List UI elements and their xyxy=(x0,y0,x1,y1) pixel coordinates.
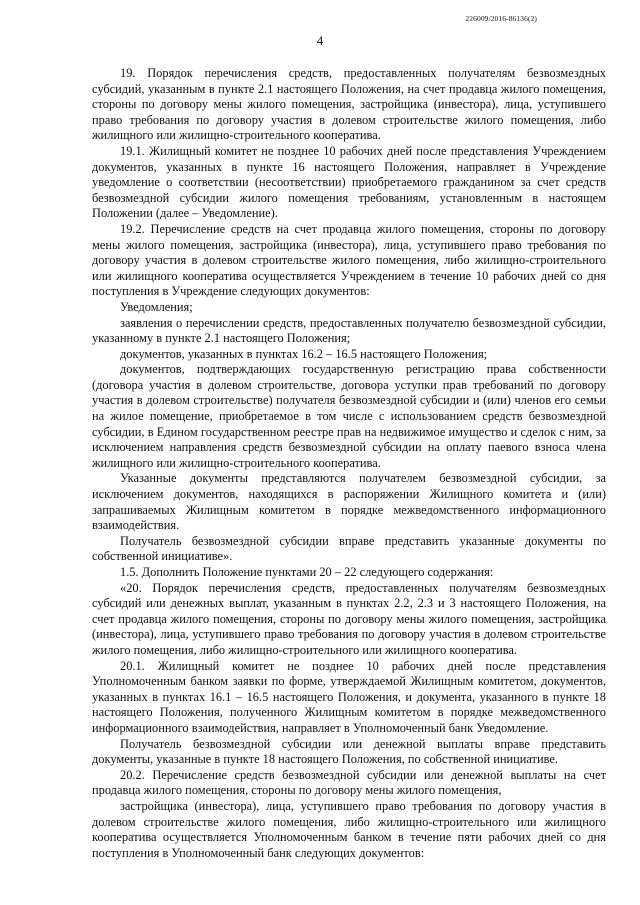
document-body xyxy=(92,66,606,861)
list-item-notification: Уведомления; xyxy=(120,299,193,314)
paragraph-20-2: 20.2. Перечисление средств безвозмездной субсидии или денежной выплаты на счет продавца жилого помещения, стороны по договору мены жилого помещения, xyxy=(92,767,606,798)
list-item-documents-16: документов, указанных в пунктах 16.2 – 16.5 настоящего Положения; xyxy=(120,346,488,361)
paragraph-1-5: 1.5. Дополнить Положение пунктами 20 – 22 следующего содержания: xyxy=(120,565,494,579)
paragraph-19: 19. Порядок перечисления средств, предоставленных получателям безвозмездных субсидий, указанным в пункте 2.1 настоящего Положения, на счет продавца жилого помещения, стороны по договору мены жилого помещения, застройщика (инвестора), лица, уступившего право требования по договору участия в долевом строительстве жилого помещения, либо жилищного или жилищно-строительного кооператива. xyxy=(92,66,606,143)
document-registration-number: 226009/2016-86136(2) xyxy=(465,14,537,23)
paragraph-20: «20. Порядок перечисления средств, предоставленных получателям безвозмездных субсидий или денежных выплат, указанным в пунктах 2.2, 2.3 и 3 настоящего Положения, на счет продавца жилого помещения, стороны по договору мены жилого помещения, застройщика (инвестора), лица, уступившего право требования по договору участия в долевом строительстве жилого помещения, либо жилищно-строительного или жилищного кооператива. xyxy=(92,580,606,657)
paragraph-20-2-continued: застройщика (инвестора), лица, уступившего право требования по договору участия в долевом строительстве жилого помещения, либо жилищно-строительного или жилищного кооператива осуществляется Уполномоченным банком в течение пяти рабочих дней со дня поступления в Уполномоченный банк следующих документов: xyxy=(92,798,606,860)
paragraph-own-initiative: Получатель безвозмездной субсидии вправе представить указанные документы по собственной инициативе». xyxy=(92,533,606,564)
paragraph-19-1: 19.1. Жилищный комитет не позднее 10 рабочих дней после представления Учреждением документов, указанных в пункте 16 настоящего Положения, направляет в Учреждение уведомление о соответствии (несоответствии) приобретаемого гражданином за счет средств безвозмездной субсидии жилого помещения требованиям, установленным в настоящем Положении (далее – Уведомление). xyxy=(92,143,606,221)
paragraph-20-1: 20.1. Жилищный комитет не позднее 10 рабочих дней после представления Уполномоченным банком заявки по форме, утверждаемой Жилищным комитетом, документов, указанных в пунктах 16.1 – 16.5 настоящего Положения, и документа, указанного в пункте 18 настоящего Положения, полученного Жилищным комитетом в порядке межведомственного информационного взаимодействия, направляет в Уполномоченный банк Уведомление. xyxy=(92,658,606,735)
page-number: 4 xyxy=(316,33,324,48)
list-item-registration-documents: документов, подтверждающих государственную регистрацию права собственности (договора участия в долевом строительстве, договора уступки прав требований по договору участия в долевом строительстве) получателя безвозмездной субсидии и (или) членов его семьи на жилое помещение, приобретаемое в том числе с использованием средств безвозмездной субсидии, в Едином государственном реестре прав на недвижимое имущество и сделок с ним, за исключением направления средств безвозмездной субсидии на оплату паевого взноса члена жилищного или жилищно-строительного кооператива. xyxy=(92,362,606,470)
paragraph-own-initiative-18: Получатель безвозмездной субсидии или денежной выплаты вправе представить документы, указанные в пункте 18 настоящего Положения, по собственной инициативе. xyxy=(92,736,606,767)
list-item-application: заявления о перечислении средств, предоставленных получателю безвозмездной субсидии, указанному в пункте 2.1 настоящего Положения; xyxy=(92,315,606,346)
paragraph-documents-submission: Указанные документы представляются получателем безвозмездной субсидии, за исключением документов, находящихся в распоряжении Жилищного комитета и (или) запрашиваемых Жилищным комитетом в порядке межведомственного информационного взаимодействия. xyxy=(92,471,606,533)
paragraph-19-2: 19.2. Перечисление средств на счет продавца жилого помещения, стороны по договору мены жилого помещения, застройщика (инвестора), лица, уступившего право требования по договору участия в долевом строительстве жилого помещения, либо жилищно-строительного или жилищного кооператива осуществляется Учреждением в течение 10 рабочих дней со дня поступления в Учреждение следующих документов: xyxy=(92,221,606,299)
